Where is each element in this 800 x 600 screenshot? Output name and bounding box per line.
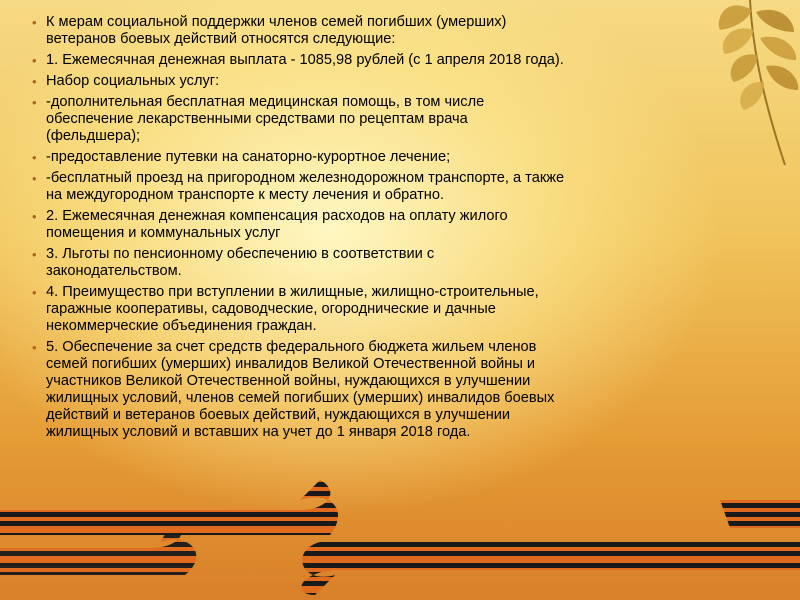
bullet-text: 1. Ежемесячная денежная выплата - 1085,98 рублей (с 1 апреля 2018 года). — [46, 52, 564, 68]
bullet-icon: • — [32, 209, 37, 224]
list-item — [32, 94, 752, 145]
bullet-text: Набор социальных услуг: — [46, 73, 220, 89]
list-item — [32, 73, 752, 90]
bullet-icon: • — [32, 340, 37, 355]
ribbon-left — [0, 480, 338, 535]
bullet-text: -дополнительная бесплатная медицинская помощь, в том числе обеспечение лекарственными средствами по рецептам врача (фельдшера); — [46, 94, 485, 144]
bullet-icon: • — [32, 247, 37, 262]
list-item — [32, 170, 752, 204]
list-item — [32, 149, 752, 166]
list-item — [32, 52, 752, 69]
bullet-icon: • — [32, 150, 37, 165]
bullet-icon: • — [32, 53, 37, 68]
st-george-ribbon — [0, 470, 800, 600]
list-item — [32, 246, 752, 280]
bullet-text: 5. Обеспечение за счет средств федерального бюджета жильем членов семей погибших (умерших) инвалидов Великой Отечественной войны и участников Великой Отечественной войны, нуждающихся в улучшении жилищных условий, членов семей погибших (умерших) инвалидов боевых действий и ветеранов боевых действий, нуждающихся в улучшении жилищных условий и вставших на учет до 1 января 2018 года. — [46, 339, 555, 440]
bullet-icon: • — [32, 15, 37, 30]
ribbon-right — [301, 542, 800, 595]
bullet-text: К мерам социальной поддержки членов семей погибших (умерших) ветеранов боевых действий относятся следующие: — [46, 14, 507, 47]
bullet-text: 2. Ежемесячная денежная компенсация расходов на оплату жилого помещения и коммунальных услуг — [46, 208, 508, 241]
bullet-icon: • — [32, 95, 37, 110]
ribbon-right-top — [720, 500, 800, 528]
bullet-icon: • — [32, 285, 37, 300]
bullet-icon: • — [32, 171, 37, 186]
bullet-text: -бесплатный проезд на пригородном железнодорожном транспорте, а также на междугородном транспорте к месту лечения и обратно. — [46, 170, 565, 203]
bullet-text: -предоставление путевки на санаторно-курортное лечение; — [46, 149, 451, 165]
bullet-text: 3. Льготы по пенсионному обеспечению в соответствии с законодательством. — [46, 246, 435, 279]
list-item — [32, 14, 752, 48]
bullet-text: 4. Преимущество при вступлении в жилищные, жилищно-строительные, гаражные кооперативы, садоводческие, огороднические и дачные некоммерческие объединения граждан. — [46, 284, 539, 334]
bullet-list — [32, 14, 752, 445]
list-item — [32, 208, 752, 242]
list-item — [32, 284, 752, 335]
bullet-icon: • — [32, 74, 37, 89]
list-item — [32, 339, 752, 441]
